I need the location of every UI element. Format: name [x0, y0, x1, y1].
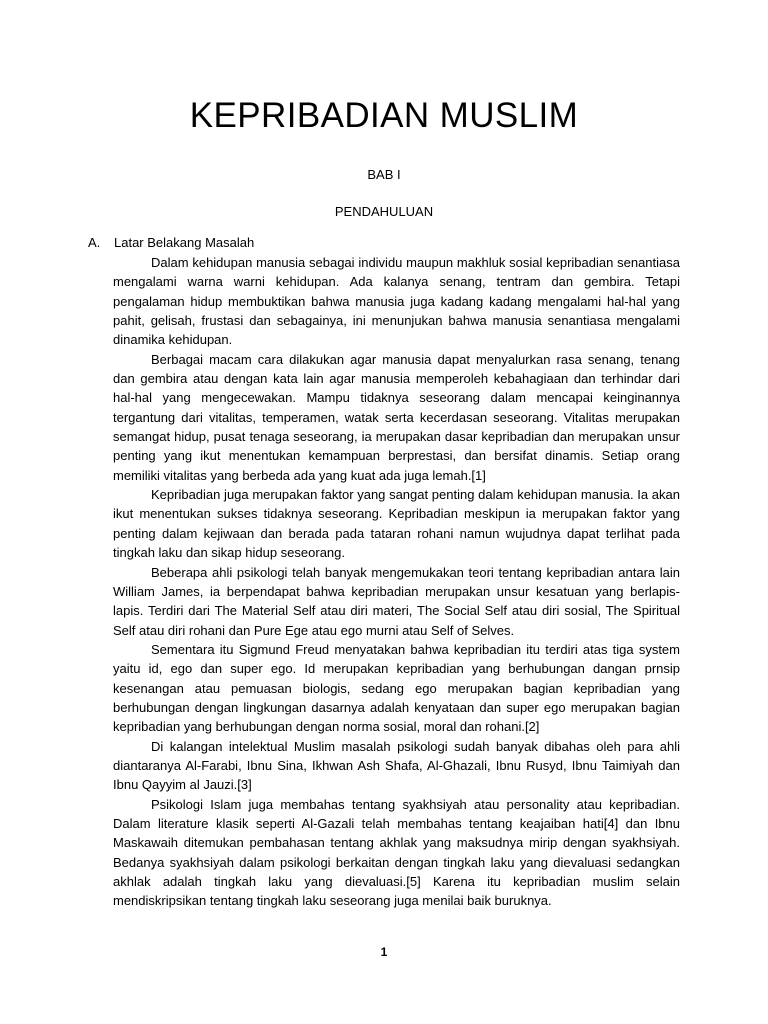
page-number: 1 — [380, 945, 388, 959]
paragraph: Berbagai macam cara dilakukan agar manusia dapat menyalurkan rasa senang, tenang dan gembira atau dengan kata lain agar manusia memperoleh kebahagiaan dan terhindar dari hal-hal yang mengecewakan. Mampu tidaknya seseorang dalam mencapai keinginannya tergantung dari vitalitas, temperamen, watak serta kecerdasan seseorang. Vitalitas merupakan semangat hidup, pusat tenaga seseorang, ia merupakan dasar kepribadian dan merupakan unsur penting yang ikut menentukan kemampuan berprestasi, dan bersifat dinamis. Setiap orang memiliki vitalitas yang berbeda ada yang kuat ada juga lemah.[1] — [113, 351, 680, 483]
paragraph: Beberapa ahli psikologi telah banyak mengemukakan teori tentang kepribadian antara lain William James, ia berpendapat bahwa kepribadian merupakan unsur kesatuan yang berlapis-lapis. Terdiri dari The Material Self atau diri materi, The Social Self atau diri sosial, The Spiritual Self atau diri rohani dan Pure Ege atau ego murni atau Self of Selves. — [113, 564, 680, 638]
chapter-label: BAB I — [367, 167, 401, 182]
section-marker: A. — [88, 235, 101, 250]
paragraph: Dalam kehidupan manusia sebagai individu maupun makhluk sosial kepribadian senantiasa mengalami warna warni kehidupan. Ada kalanya senang, tentram dan gembira. Tetapi pengalaman hidup membuktikan bahwa manusia juga kadang kadang mengalami hal-hal yang pahit, gelisah, frustasi dan sebagainya, ini menunjukan bahwa manusia senantiasa mengalami dinamika kehidupan. — [113, 255, 680, 348]
paragraph: Kepribadian juga merupakan faktor yang sangat penting dalam kehidupan manusia. Ia akan ikut menentukan sukses tidaknya seseorang. Kepribadian meskipun ia merupakan faktor yang penting dalam kejiwaan dan berada pada tataran rohani namun wujudnya dapat terlihat pada tingkah laku dan sikap hidup seseorang. — [113, 487, 680, 561]
body-text — [113, 253, 680, 911]
paragraph: Sementara itu Sigmund Freud menyatakan bahwa kepribadian itu terdiri atas tiga system yaitu id, ego dan super ego. Id merupakan kepribadian yang berhubungan dangan prnsip kesenangan atau pemuasan biologis, sedang ego merupakan bagian kepribadian yang berhubungan dengan lingkungan dasarnya adalah kenyataan dan super ego merupakan bagian kepribadian yang berhubungan dengan norma sosial, moral dan rohani.[2] — [113, 641, 680, 735]
section-heading-text: Latar Belakang Masalah — [114, 235, 255, 250]
paragraph: Psikologi Islam juga membahas tentang syakhsiyah atau personality atau kepribadian. Dalam literature klasik seperti Al-Gazali telah membahas tentang keajaiban hati[4] dan Ibnu Maskawaih ditemukan pembahasan tentang akhlak yang maksudnya mirip dengan syakhsiyah. Bedanya syakhsiyah dalam psikologi berkaitan dengan tingkah laku yang dievaluasi sedangkan akhlak adalah tingkah laku yang dievaluasi.[5] Karena itu kepribadian muslim selain mendiskripsikan tentang tingkah laku seseorang juga menilai baik buruknya. — [113, 796, 680, 909]
section-heading — [88, 235, 254, 251]
chapter-title: PENDAHULUAN — [334, 204, 434, 219]
document-title: KEPRIBADIAN MUSLIM — [189, 96, 579, 135]
paragraph: Di kalangan intelektual Muslim masalah psikologi sudah banyak dibahas oleh para ahli diantaranya Al-Farabi, Ibnu Sina, Ikhwan Ash Shafa, Al-Ghazali, Ibnu Rusyd, Ibnu Taimiyah dan Ibnu Qayyim al Jauzi.[3] — [113, 738, 680, 793]
